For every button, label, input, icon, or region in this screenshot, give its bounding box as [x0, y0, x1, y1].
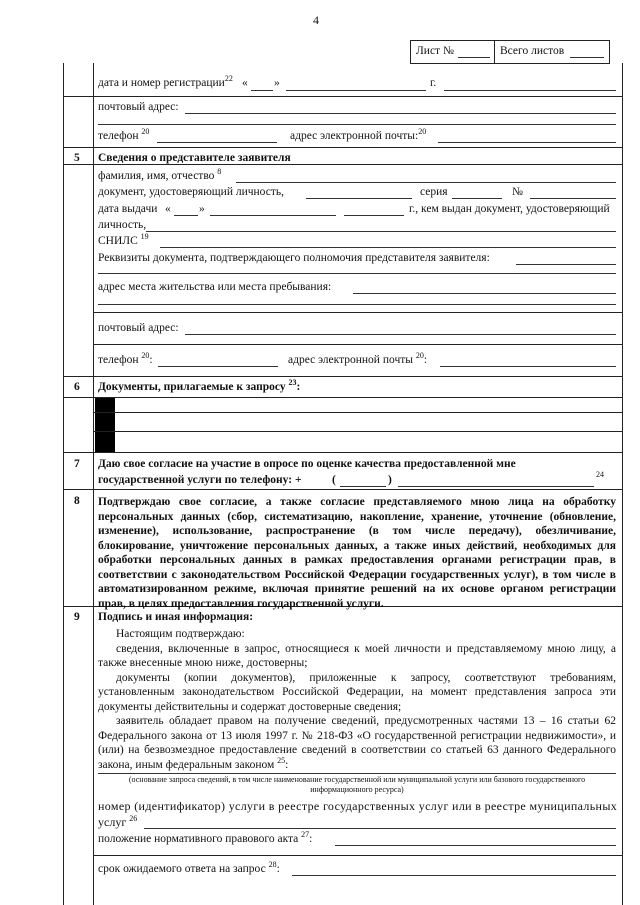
registration-quote-open: «	[242, 77, 248, 89]
section-8-number: 8	[74, 495, 80, 507]
service-label: услуг $^{26}$	[98, 814, 138, 829]
service-number-field[interactable]	[144, 828, 616, 829]
page-number: 4	[313, 13, 319, 27]
authority-doc-field[interactable]	[516, 264, 616, 265]
request-basis-field[interactable]	[98, 773, 616, 774]
redaction-block	[95, 398, 115, 412]
top-email-label: адрес электронной почты:$^{20}$	[290, 127, 427, 142]
total-sheets-label: Всего листов	[500, 45, 565, 57]
top-phone-label: телефон $^{20}$	[98, 127, 150, 142]
rep-postal-field[interactable]	[185, 334, 616, 335]
registration-quote-close: »	[274, 77, 280, 89]
top-email-field[interactable]	[438, 142, 616, 143]
total-sheets-field[interactable]	[570, 57, 604, 58]
id-document-label: документ, удостоверяющий личность,	[98, 186, 284, 198]
registration-month-field[interactable]	[286, 90, 426, 91]
snils-field[interactable]	[160, 247, 616, 248]
rep-postal-label: почтовый адрес:	[98, 322, 179, 334]
issued-by-label: г., кем выдан документ, удостоверяющий	[409, 203, 610, 215]
identity-label: личность,	[98, 219, 147, 231]
personal-data-consent: Подтверждаю свое согласие, а также согласие представляемого мною лица на обработку персональных данных (сбор, систематизацию, накопление, хранение, уточнение (обновление, изменение), использование, распространение (в том числе передачу), обезличивание, блокирование, уничтожение персональных данных, а также иных действий, необходимых для обработки персональных данных в рамках предоставления органами регистрации прав, в соответствии с законодательством Российской Федерации государственных услуг), в том числе в автоматизированном режиме, включая принятие решений на их основе органом регистрации прав, в целях предоставления государственной услуги.	[98, 496, 616, 610]
section-6-number: 6	[74, 381, 80, 393]
issue-quote-close: »	[199, 203, 205, 215]
issue-quote-open: «	[165, 203, 171, 215]
survey-consent-line2: государственной услуги по телефону: +	[98, 474, 302, 486]
request-basis-note: (основание запроса сведений, в том числе наименование государственной или муниципальной услуги или базового государственного информационного ресурса)	[128, 775, 586, 794]
authority-doc-label: Реквизиты документа, подтверждающего полномочия представителя заявителя:	[98, 252, 490, 264]
rep-phone-label: телефон $^{20}$:	[98, 351, 153, 366]
section-7-number: 7	[74, 458, 80, 470]
issue-day-field[interactable]	[174, 215, 198, 216]
issue-month-field[interactable]	[210, 215, 336, 216]
frame-number-col	[93, 63, 94, 905]
doc-number-label: №	[512, 186, 523, 198]
top-postal-label: почтовый адрес:	[98, 101, 179, 113]
phone-code-paren-close: )	[388, 474, 392, 486]
rep-email-label: адрес электронной почты $^{20}$:	[288, 351, 428, 366]
response-term-label: срок ожидаемого ответа на запрос $^{28}$:	[98, 860, 280, 875]
confirm-accuracy: сведения, включенные в запрос, относящиеся к моей личности и представляемому мною лицу, а также внесенные мною ниже, достоверны;	[98, 642, 616, 669]
fio-label: фамилия, имя, отчество $^8$	[98, 167, 222, 182]
issue-date-label: дата выдачи	[98, 203, 158, 215]
survey-phone-field[interactable]	[398, 486, 594, 487]
norm-act-label: положение нормативного правового акта $^{27}$:	[98, 830, 313, 845]
section-5-title: Сведения о представителе заявителя	[98, 152, 291, 164]
registration-number-field[interactable]	[444, 90, 616, 91]
survey-phone-code-field[interactable]	[340, 486, 386, 487]
confirm-rights: заявитель обладает правом на получение сведений, предусмотренных частями 13 – 16 статьи 62 Федерального закона от 13 июля 1997 г. № 218-ФЗ «О государственной регистрации недвижимости», и (или) на безвозмездное предоставление сведений в соответствии со статьей 63 данного Федерального закона, иным федеральным законом $^{25}$:	[98, 715, 616, 771]
issued-by-field[interactable]	[146, 231, 616, 232]
section-6-title: Документы, прилагаемые к запросу $^{23}$:	[98, 378, 301, 393]
series-field[interactable]	[452, 198, 502, 199]
rep-email-field[interactable]	[440, 366, 616, 367]
survey-consent-line1: Даю свое согласие на участие в опросе по оценке качества предоставленной мне	[98, 458, 516, 470]
registration-day-field[interactable]	[251, 90, 273, 91]
snils-label: СНИЛС $^{19}$	[98, 232, 149, 247]
phone-code-paren-open: (	[332, 474, 336, 486]
top-postal-field[interactable]	[185, 113, 616, 114]
section-9-number: 9	[74, 611, 80, 623]
sheet-number-label: Лист №	[416, 45, 454, 57]
rep-phone-field[interactable]	[158, 366, 278, 367]
id-document-field[interactable]	[306, 198, 412, 199]
authority-doc-field-2[interactable]	[98, 273, 616, 274]
series-label: серия	[420, 186, 448, 198]
residence-label: адрес места жительства или места пребывания:	[98, 281, 332, 293]
survey-footnote-ref: 24	[596, 470, 604, 479]
redaction-block	[95, 413, 115, 431]
norm-act-field[interactable]	[335, 845, 616, 846]
fio-field[interactable]	[236, 182, 616, 183]
section-5-number: 5	[74, 152, 80, 164]
redaction-block	[95, 432, 115, 452]
registration-label: дата и номер регистрации$^{22}$	[98, 74, 233, 89]
response-term-field[interactable]	[292, 875, 616, 876]
frame-left	[63, 63, 64, 905]
service-number-label: номер (идентификатор) услуги в реестре государственных услуг или в реестре муниципальных	[98, 799, 618, 813]
confirm-documents: документы (копии документов), приложенные к запросу, соответствуют требованиям, установленным законодательством Российской Федерации, на момент представления запроса эти документы действительны и содержат достоверные сведения;	[98, 671, 616, 713]
residence-field-2[interactable]	[98, 304, 616, 305]
section-9-title: Подпись и иная информация:	[98, 611, 254, 623]
residence-field[interactable]	[353, 293, 616, 294]
registration-year-suffix: г.	[430, 77, 437, 89]
confirm-intro: Настоящим подтверждаю:	[116, 628, 245, 640]
top-phone-field[interactable]	[157, 142, 277, 143]
sheet-number-field[interactable]	[458, 57, 490, 58]
confirmation-text	[98, 627, 616, 772]
issue-year-field[interactable]	[344, 215, 404, 216]
top-postal-field-2[interactable]	[98, 124, 616, 125]
frame-right	[622, 63, 623, 905]
doc-number-field[interactable]	[530, 198, 616, 199]
